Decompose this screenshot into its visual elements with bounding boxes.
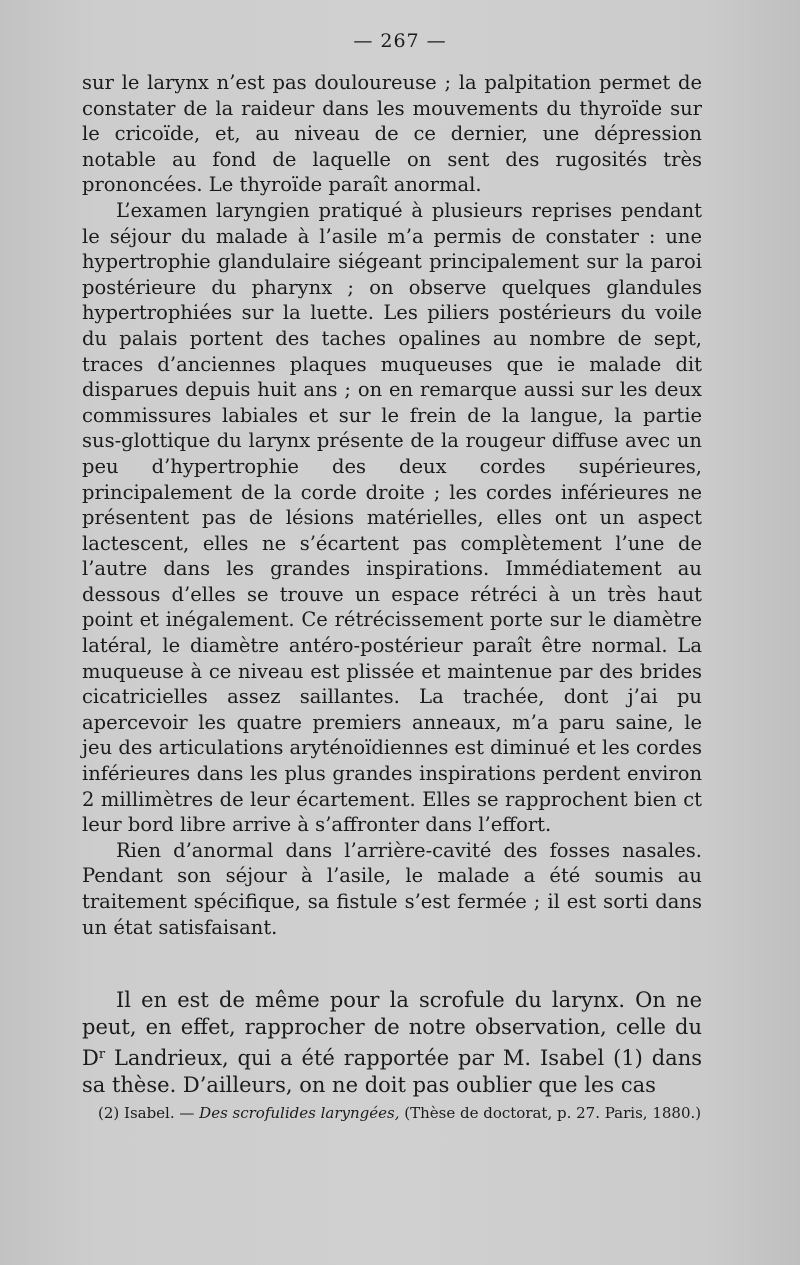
footnote — [98, 1103, 702, 1123]
paragraph-nasal-findings: Rien d’anormal dans l’arrière-cavité des fosses nasales. Pendant son séjour à l’asile, le malade a été soumis au traitement spécifique, sa fistule s’est fermée ; il est sorti dans un état satisfaisant. — [82, 838, 702, 939]
paragraph-scrofula — [82, 987, 702, 1099]
commentary-text — [82, 987, 702, 1099]
scrofula-text-start: Il en est de même pour la scrofule du larynx. On ne peut, en effet, rapprocher de notre observation, celle du D — [82, 988, 702, 1070]
page-number: — 267 — — [353, 30, 447, 52]
footnote-rest: (Thèse de doctorat, p. 27. Paris, 1880.) — [399, 1104, 702, 1122]
scrofula-text-end: Landrieux, qui a été rapportée par M. Isabel (1) dans sa thèse. D’ailleurs, on ne doit pas oublier que les cas — [82, 1046, 702, 1097]
observation-text — [82, 70, 702, 940]
footnote-title: Des scrofulides laryngées, — [199, 1104, 400, 1122]
paragraph-larynx-palpation: sur le larynx n’est pas douloureuse ; la palpitation permet de constater de la raideur dans les mouvements du thyroïde sur le cricoïde, et, au niveau de ce dernier, une dépression notable au fond de laquelle on sent des rugosités très prononcées. Le thyroïde paraît anormal. — [82, 71, 702, 197]
doctor-superscript: r — [98, 1047, 106, 1062]
paragraph-laryngeal-exam: L’examen laryngien pratiqué à plusieurs reprises pendant le séjour du malade à l’asile m’a permis de constater : une hypertrophie glandulaire siégeant principalement sur la paroi postérieure du pharynx ; on observe quelques glandules hypertrophiées sur la luette. Les piliers postérieurs du voile du palais portent des taches opalines au nombre de sept, traces d’anciennes plaques muqueuses que ie malade dit disparues depuis huit ans ; on en remarque aussi sur les deux commissures labiales et sur le frein de la langue, la partie sus-glottique du larynx présente de la rougeur diffuse avec un peu d’hypertrophie des deux cordes supérieures, principalement de la corde droite ; les cordes inférieures ne présentent pas de lésions matérielles, elles ont un aspect lactescent, elles ne s’écartent pas complètement l’une de l’autre dans les grandes inspirations. Immédiatement au dessous d’elles se trouve un espace rétréci à un très haut point et inégalement. Ce rétrécissement porte sur le diamètre latéral, le diamètre antéro-postérieur paraît être normal. La muqueuse à ce niveau est plissée et maintenue par des brides cicatricielles assez saillantes. La trachée, dont j’ai pu apercevoir les quatre premiers anneaux, m’a paru saine, le jeu des articulations aryténoïdiennes est diminué et les cordes inférieures dans les plus grandes inspirations perdent environ 2 millimètres de leur écartement. Elles se rapprochent bien ct leur bord libre arrive à s’affronter dans l’effort. — [82, 198, 702, 837]
footnote-lead: (2) Isabel. — — [98, 1104, 200, 1122]
